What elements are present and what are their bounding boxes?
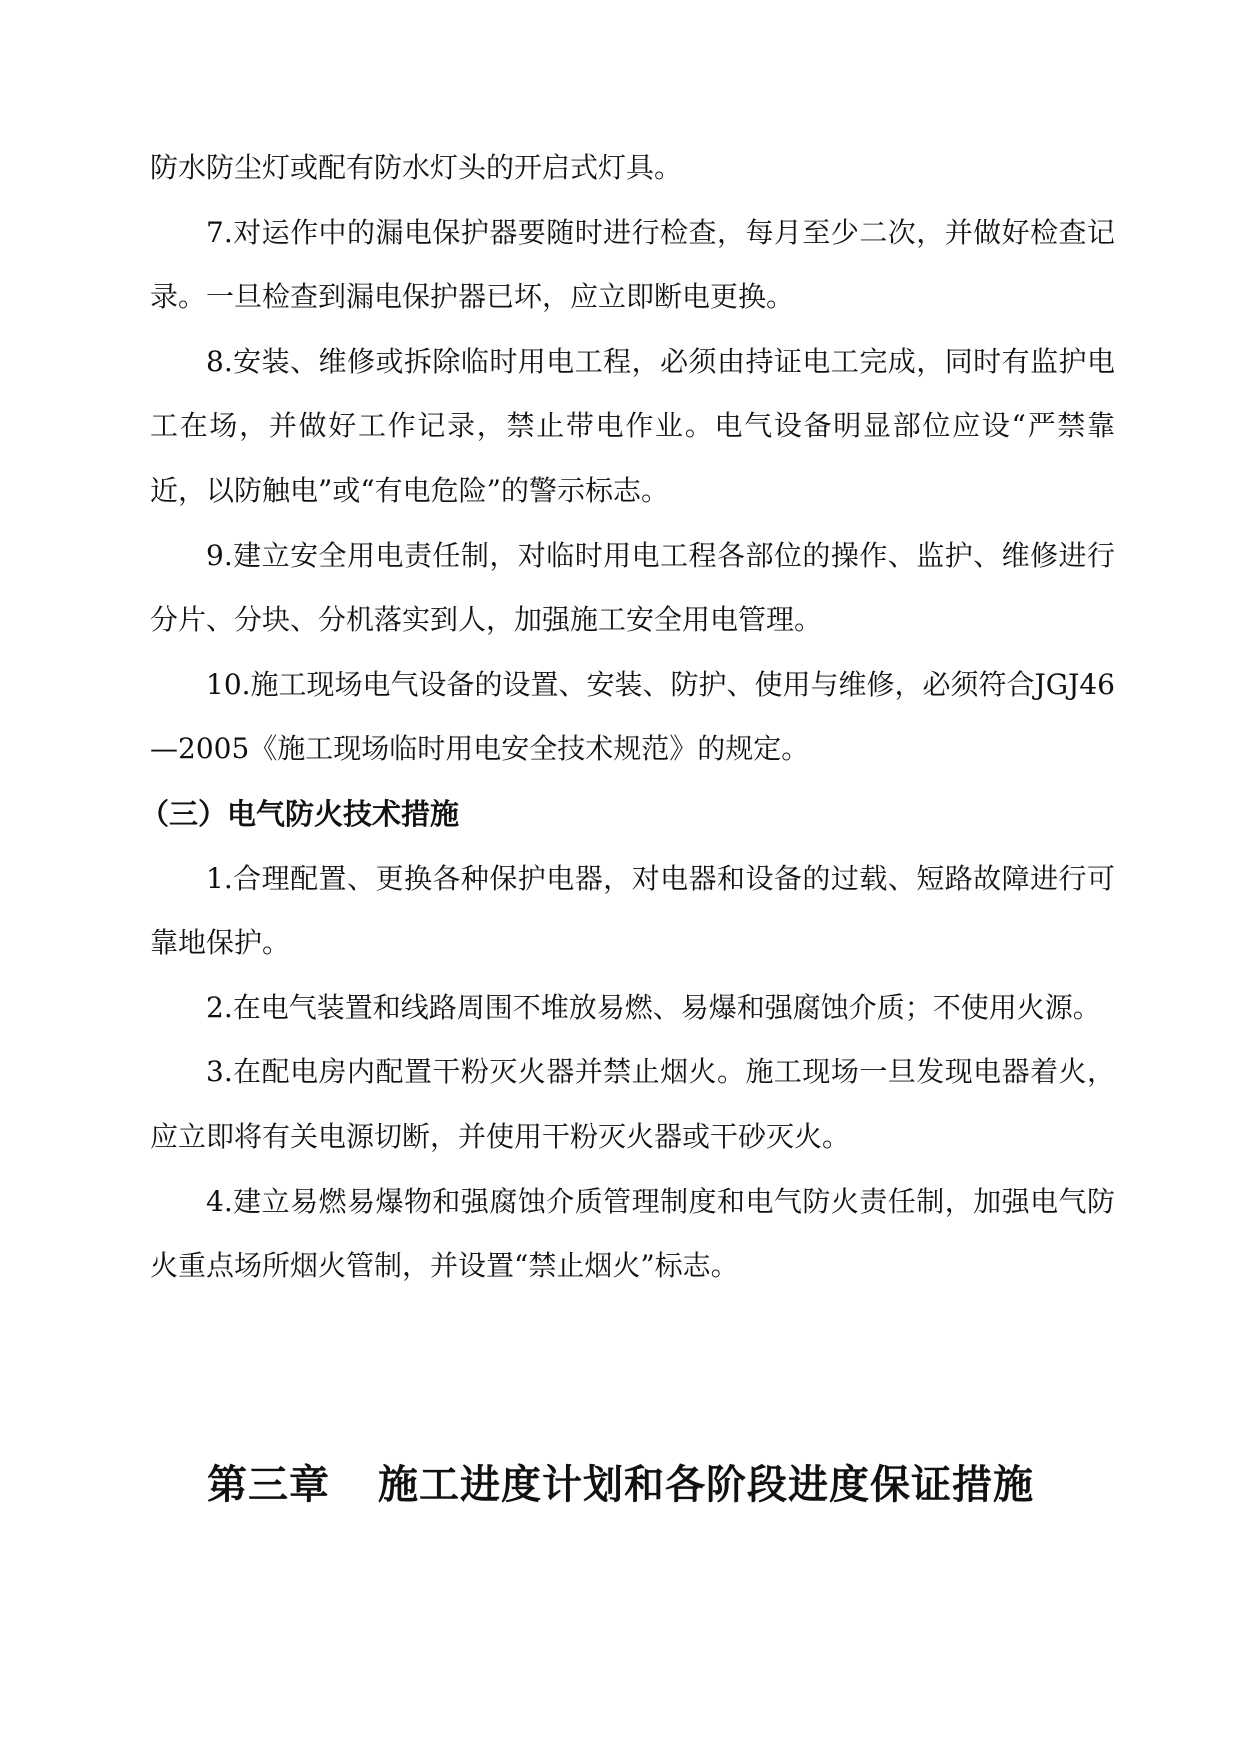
section-item-4: 4.建立易燃易爆物和强腐蚀介质管理制度和电气防火责任制，加强电气防火重点场所烟火管制，并设置“禁止烟火”标志。 [150, 1184, 1115, 1283]
section-item-2: 2.在电气装置和线路周围不堆放易燃、易爆和强腐蚀介质；不使用火源。 [206, 990, 1101, 1024]
paragraph-item-7: 7.对运作中的漏电保护器要随时进行检查，每月至少二次，并做好检查记录。一旦检查到漏电保护器已坏，应立即断电更换。 [150, 215, 1115, 314]
paragraph-item-8: 8.安装、维修或拆除临时用电工程，必须由持证电工完成，同时有监护电工在场，并做好工作记录，禁止带电作业。电气设备明显部位应设“严禁靠近，以防触电”或“有电危险”的警示标志。 [150, 344, 1115, 507]
chapter-number: 第三章 [207, 1462, 330, 1508]
section-heading: （三）电气防火技术措施 [140, 796, 460, 831]
chapter-title [0, 1455, 1241, 1515]
body-content [140, 136, 1115, 1299]
section-item-1: 1.合理配置、更换各种保护电器，对电器和设备的过载、短路故障进行可靠地保护。 [150, 861, 1115, 960]
paragraph-item-9: 9.建立安全用电责任制，对临时用电工程各部位的操作、监护、维修进行分片、分块、分机落实到人，加强施工安全用电管理。 [150, 538, 1115, 637]
paragraph-item-10: 10.施工现场电气设备的设置、安装、防护、使用与维修，必须符合JGJ46—2005《施工现场临时用电安全技术规范》的规定。 [150, 667, 1115, 766]
chapter-title-text: 施工进度计划和各阶段进度保证措施 [378, 1462, 1034, 1508]
paragraph-continuation: 防水防尘灯或配有防水灯头的开启式灯具。 [150, 151, 683, 184]
section-item-3: 3.在配电房内配置干粉灭火器并禁止烟火。施工现场一旦发现电器着火，应立即将有关电源切断，并使用干粉灭火器或干砂灭火。 [150, 1055, 1115, 1153]
